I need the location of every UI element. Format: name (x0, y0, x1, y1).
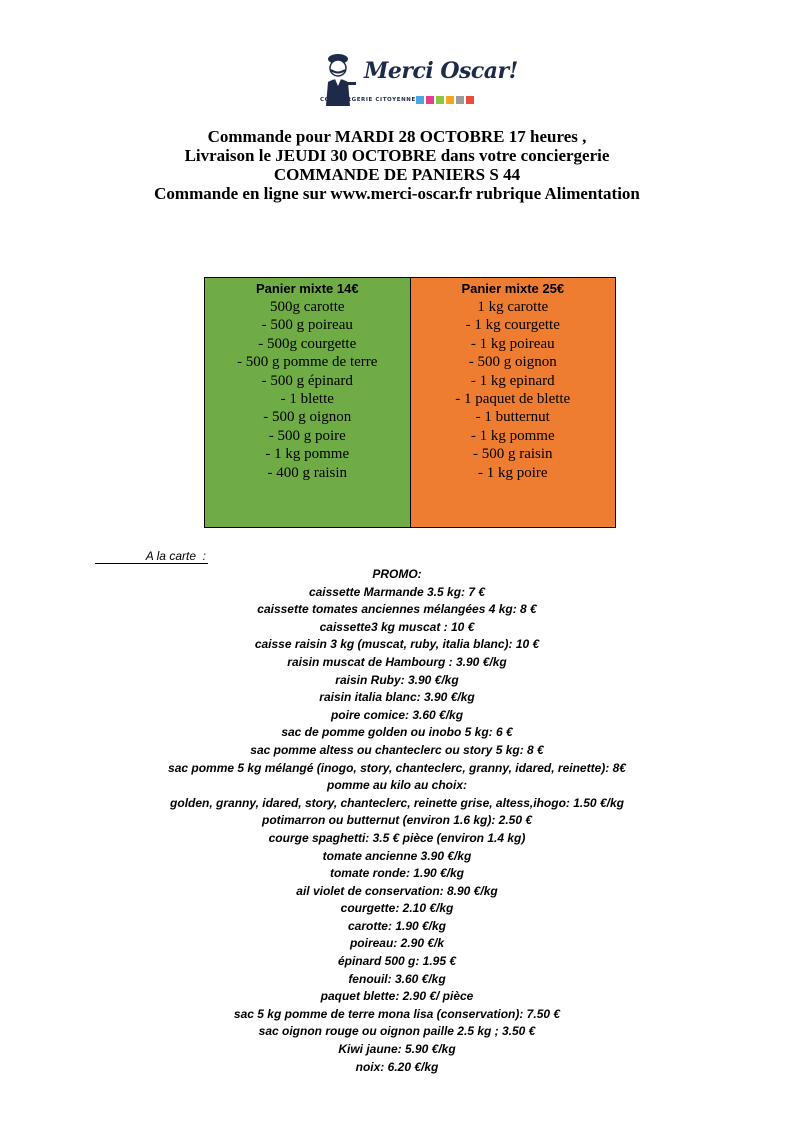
basket-item: - 1 blette (280, 391, 334, 408)
header-line-online-order: Commande en ligne sur www.merci-oscar.fr rubrique Alimentation (154, 184, 640, 203)
basket-25 (411, 278, 616, 527)
baskets-table (204, 277, 616, 528)
basket-item: - 1 kg courgette (465, 317, 560, 334)
header-line-basket-order: COMMANDE DE PANIERS S 44 (273, 165, 521, 184)
alacarte-item: raisin muscat de Hambourg : 3.90 €/kg (287, 654, 507, 669)
logo-color-square (416, 96, 424, 104)
basket-items (205, 298, 410, 482)
alacarte-item: noix: 6.20 €/kg (355, 1059, 439, 1074)
alacarte-item: caisse raisin 3 kg (muscat, ruby, italia blanc): 10 € (254, 637, 540, 652)
order-header (0, 127, 794, 203)
basket-item: - 500 g épinard (261, 372, 353, 389)
alacarte-item: carotte: 1.90 €/kg (347, 918, 447, 933)
basket-item: - 1 butternut (475, 409, 550, 426)
header-line-order-date: Commande pour MARDI 28 OCTOBRE 17 heures , (207, 127, 587, 146)
alacarte-list-container (0, 566, 794, 1076)
header-line-delivery: Livraison le JEUDI 30 OCTOBRE dans votre conciergerie (184, 146, 610, 165)
alacarte-item: sac 5 kg pomme de terre mona lisa (conservation): 7.50 € (233, 1006, 561, 1021)
alacarte-item: courge spaghetti: 3.5 € pièce (environ 1.4 kg) (268, 830, 526, 845)
alacarte-item: Kiwi jaune: 5.90 €/kg (338, 1042, 456, 1057)
alacarte-item: raisin italia blanc: 3.90 €/kg (319, 690, 475, 705)
basket-item: 500g carotte (269, 299, 345, 315)
logo-color-square (466, 96, 474, 104)
basket-item: - 1 kg epinard (470, 372, 555, 389)
basket-item: - 500 g poireau (261, 317, 353, 334)
logo-color-square (436, 96, 444, 104)
logo-color-squares (416, 96, 474, 104)
basket-item: - 500 g raisin (472, 446, 553, 463)
basket-item: - 1 kg pomme (265, 446, 350, 463)
logo-wordmark: Merci Oscar! (364, 58, 518, 84)
alacarte-item: tomate ronde: 1.90 €/kg (329, 866, 465, 881)
alacarte-item: golden, granny, idared, story, chanteclerc, reinette grise, altess,ihogo: 1.50 €/kg (170, 795, 624, 810)
alacarte-item: caissette tomates anciennes mélangées 4 kg: 8 € (257, 602, 537, 617)
basket-item: - 500 g pomme de terre (237, 354, 378, 371)
basket-title: Panier mixte 25€ (461, 281, 565, 296)
basket-item: - 500g courgette (258, 335, 357, 352)
basket-item: 1 kg carotte (477, 299, 549, 315)
alacarte-item: caissette3 kg muscat : 10 € (319, 619, 475, 634)
alacarte-item: PROMO: (372, 567, 422, 581)
alacarte-item: sac pomme altess ou chanteclerc ou story 5 kg: 8 € (250, 742, 544, 757)
logo-color-square (426, 96, 434, 104)
alacarte-item: poireau: 2.90 €/k (349, 936, 445, 951)
basket-item: - 500 g oignon (468, 354, 557, 371)
logo-tagline: CONCIERGERIE CITOYENNE (320, 97, 416, 103)
logo-color-square (456, 96, 464, 104)
alacarte-item: épinard 500 g: 1.95 € (337, 954, 457, 969)
alacarte-item: sac de pomme golden ou inobo 5 kg: 6 € (281, 725, 513, 740)
basket-item: - 1 kg poireau (470, 335, 555, 352)
basket-14 (205, 278, 411, 527)
basket-item: - 500 g poire (268, 427, 346, 444)
alacarte-item: tomate ancienne 3.90 €/kg (322, 848, 472, 863)
logo-color-square (446, 96, 454, 104)
alacarte-item: caissette Marmande 3.5 kg: 7 € (308, 584, 486, 599)
basket-items (411, 298, 616, 482)
alacarte-heading: A la carte : (95, 549, 208, 564)
alacarte-item: courgette: 2.10 €/kg (340, 901, 454, 916)
alacarte-item: ail violet de conservation: 8.90 €/kg (296, 883, 498, 898)
alacarte-item: potimarron ou butternut (environ 1.6 kg): 2.50 € (261, 813, 533, 828)
alacarte-item: paquet blette: 2.90 €/ pièce (320, 989, 474, 1004)
alacarte-item: fenouil: 3.60 €/kg (348, 971, 446, 986)
alacarte-list (0, 566, 794, 1076)
alacarte-item: poire comice: 3.60 €/kg (330, 707, 464, 722)
basket-item: - 1 kg poire (477, 464, 548, 481)
basket-item: - 1 paquet de blette (455, 391, 571, 408)
alacarte-item: pomme au kilo au choix: (326, 778, 468, 793)
basket-item: - 400 g raisin (267, 464, 348, 481)
basket-item: - 1 kg pomme (470, 427, 555, 444)
alacarte-item: sac oignon rouge ou oignon paille 2.5 kg ; 3.50 € (258, 1024, 536, 1039)
basket-title: Panier mixte 14€ (255, 281, 359, 296)
alacarte-item: sac pomme 5 kg mélangé (inogo, story, chanteclerc, granny, idared, reinette): 8€ (168, 760, 626, 775)
alacarte-item: raisin Ruby: 3.90 €/kg (335, 672, 459, 687)
basket-item: - 500 g oignon (263, 409, 352, 426)
merci-oscar-logo (316, 50, 518, 110)
